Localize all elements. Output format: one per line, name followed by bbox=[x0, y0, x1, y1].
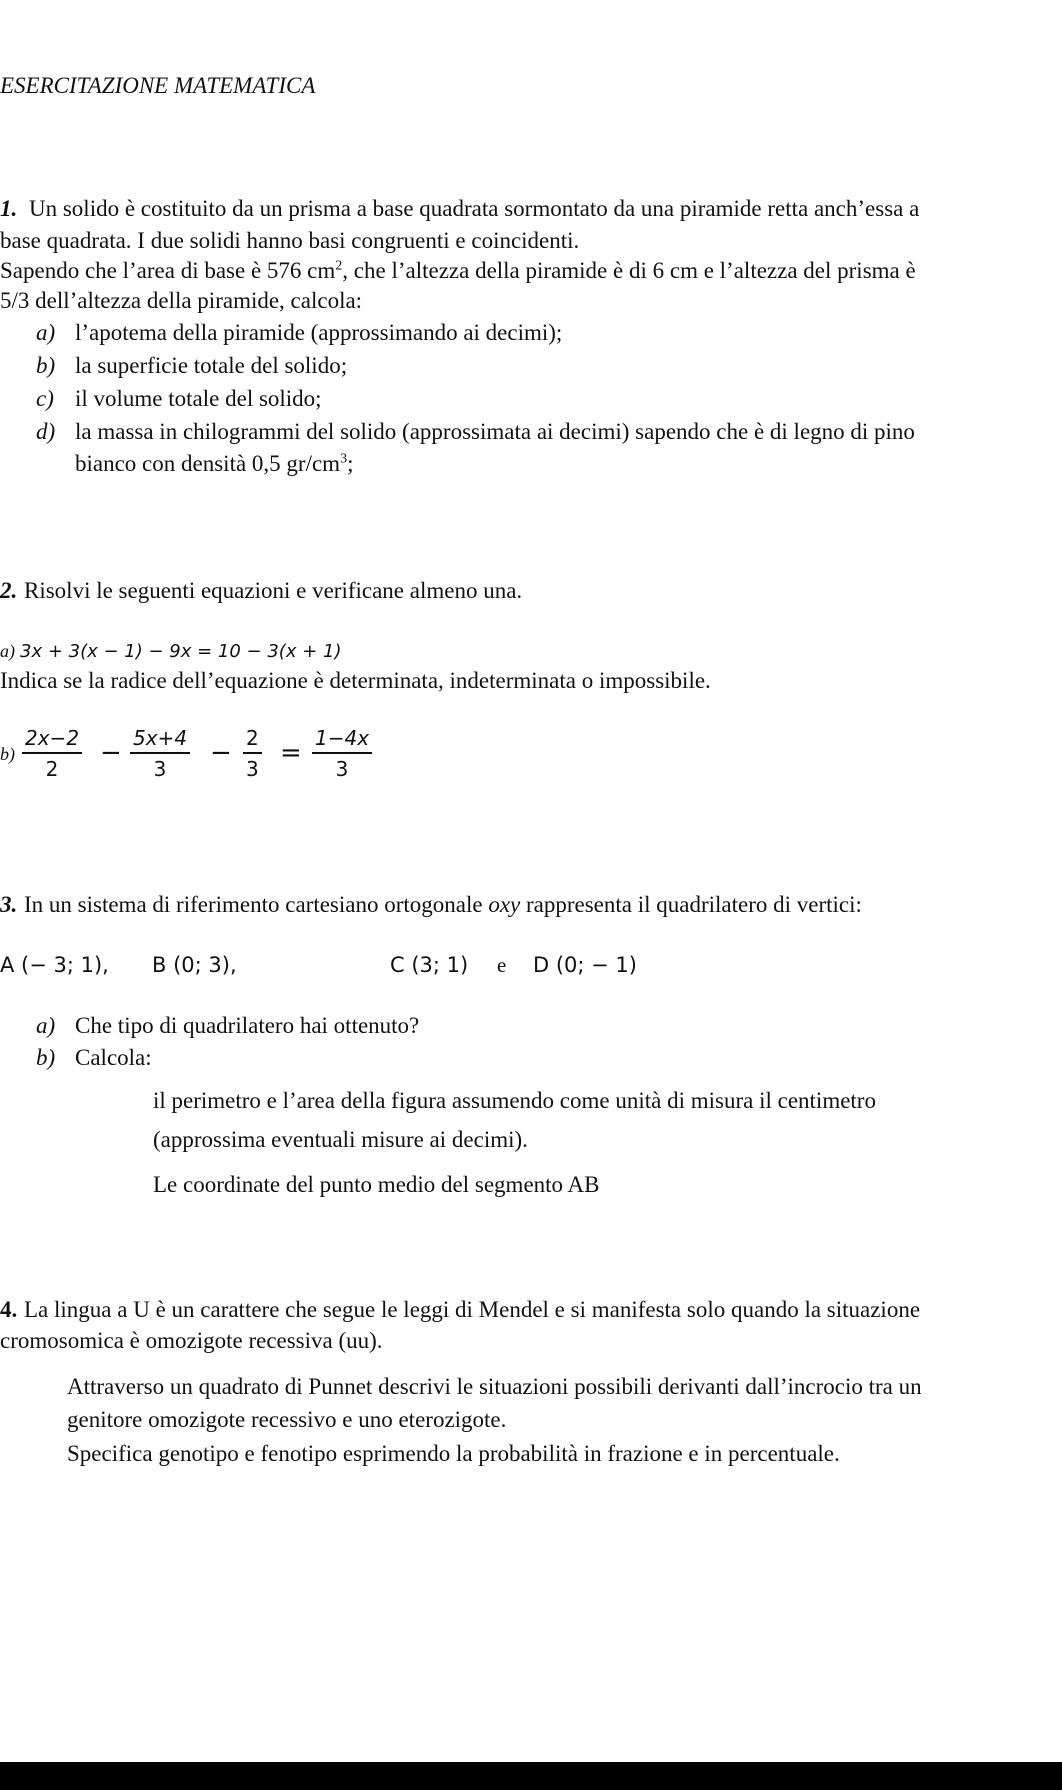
bottom-black-bar bbox=[0, 1762, 1062, 1790]
vertex-c: C (3; 1) bbox=[390, 953, 469, 977]
fraction-3-numerator: 2 bbox=[243, 726, 262, 754]
density-exponent: 3 bbox=[340, 451, 348, 467]
exercise-1-line-1: Un solido è costituito da un prisma a base quadrata sormontato da una piramide retta anch’essa a bbox=[29, 196, 920, 221]
vertex-b: B (0; 3), bbox=[152, 953, 237, 977]
exercise-4-line-1: La lingua a U è un carattere che segue le leggi di Mendel e si manifesta solo quando la situazione bbox=[24, 1297, 921, 1322]
operator-minus-2: − bbox=[210, 738, 232, 768]
item-d-continuation bbox=[75, 450, 353, 477]
area-exponent: 2 bbox=[335, 258, 343, 274]
equation-b-label: b) bbox=[0, 744, 15, 764]
density-end: ; bbox=[347, 451, 354, 476]
conjunction-e: e bbox=[497, 953, 507, 977]
exercise-1-line-4: 5/3 dell’altezza della piramide, calcola: bbox=[0, 288, 363, 313]
item-c-label: c) bbox=[36, 386, 54, 411]
exercise-4-paragraph-1-line-1: Attraverso un quadrato di Punnet descrivi le situazioni possibili derivanti dall’incrocio tra un bbox=[67, 1374, 922, 1399]
fraction-2-denominator: 3 bbox=[153, 757, 167, 781]
heights-text: , che l’altezza della piramide è di 6 cm e l’altezza del prisma è bbox=[342, 258, 916, 283]
exercise-3-text-end: rappresenta il quadrilatero di vertici: bbox=[520, 892, 862, 917]
fraction-4-denominator: 3 bbox=[335, 757, 349, 781]
fraction-2 bbox=[130, 726, 190, 781]
equation-a-label: a) bbox=[0, 641, 15, 661]
fraction-3 bbox=[243, 726, 262, 781]
fraction-4-numerator: 1−4x bbox=[312, 726, 372, 754]
exercise-1-number: 1. bbox=[0, 196, 18, 221]
fraction-3-denominator: 3 bbox=[246, 757, 259, 781]
fraction-4 bbox=[312, 726, 372, 781]
fraction-1-numerator: 2x−2 bbox=[22, 726, 82, 754]
item-d-text: la massa in chilogrammi del solido (approssimata ai decimi) sapendo che è di legno di pino bbox=[75, 419, 915, 444]
exercise-1-line-2: base quadrata. I due solidi hanno basi congruenti e coincidenti. bbox=[0, 228, 580, 253]
exercise-3-number: 3. bbox=[0, 892, 18, 917]
operator-minus-1: − bbox=[100, 738, 122, 768]
page-title: ESERCITAZIONE MATEMATICA bbox=[0, 73, 316, 98]
ex3-item-b-text: Calcola: bbox=[75, 1045, 152, 1070]
bullet-1-line-2: (approssima eventuali misure ai decimi). bbox=[153, 1127, 528, 1152]
density-text: bianco con densità 0,5 gr/cm bbox=[75, 451, 341, 476]
item-c-text: il volume totale del solido; bbox=[75, 386, 322, 411]
fraction-2-numerator: 5x+4 bbox=[130, 726, 190, 754]
exercise-2-number: 2. bbox=[0, 578, 18, 603]
vertex-d: D (0; − 1) bbox=[533, 953, 637, 977]
exercise-3-text-start: In un sistema di riferimento cartesiano ortogonale bbox=[24, 892, 489, 917]
exercise-3-text bbox=[24, 891, 862, 918]
item-a-label: a) bbox=[36, 320, 56, 345]
oxy-label: oxy bbox=[488, 892, 521, 917]
fraction-1-denominator: 2 bbox=[45, 757, 59, 781]
exercise-1-line-3 bbox=[0, 257, 916, 284]
exercise-4-line-2: cromosomica è omozigote recessiva (uu). bbox=[0, 1328, 383, 1353]
item-a-text: l’apotema della piramide (approssimando ai decimi); bbox=[75, 320, 563, 345]
fraction-1 bbox=[22, 726, 82, 781]
area-text: Sapendo che l’area di base è 576 cm bbox=[0, 258, 336, 283]
equation-a: 3x + 3(x − 1) − 9x = 10 − 3(x + 1) bbox=[20, 641, 342, 662]
item-b-text: la superficie totale del solido; bbox=[75, 353, 348, 378]
ex3-item-a-text: Che tipo di quadrilatero hai ottenuto? bbox=[75, 1013, 420, 1038]
item-b-label: b) bbox=[36, 353, 56, 378]
exercise-4-paragraph-1-line-2: genitore omozigote recessivo e uno eterozigote. bbox=[67, 1407, 507, 1432]
exercise-4-paragraph-2: Specifica genotipo e fenotipo esprimendo la probabilità in frazione e in percentuale. bbox=[67, 1441, 840, 1466]
bullet-1-line-1: il perimetro e l’area della figura assumendo come unità di misura il centimetro bbox=[153, 1088, 876, 1113]
operator-equals: = bbox=[280, 738, 302, 768]
equation-a-note: Indica se la radice dell’equazione è determinata, indeterminata o impossibile. bbox=[0, 668, 711, 693]
item-d-label: d) bbox=[36, 419, 56, 444]
vertex-a: A (− 3; 1), bbox=[0, 953, 109, 977]
exercise-2-text: Risolvi le seguenti equazioni e verificane almeno una. bbox=[24, 578, 523, 603]
bullet-2-text: Le coordinate del punto medio del segmento AB bbox=[153, 1172, 600, 1197]
exercise-4-number: 4. bbox=[0, 1297, 18, 1322]
ex3-item-a-label: a) bbox=[36, 1013, 56, 1038]
ex3-item-b-label: b) bbox=[36, 1045, 56, 1070]
